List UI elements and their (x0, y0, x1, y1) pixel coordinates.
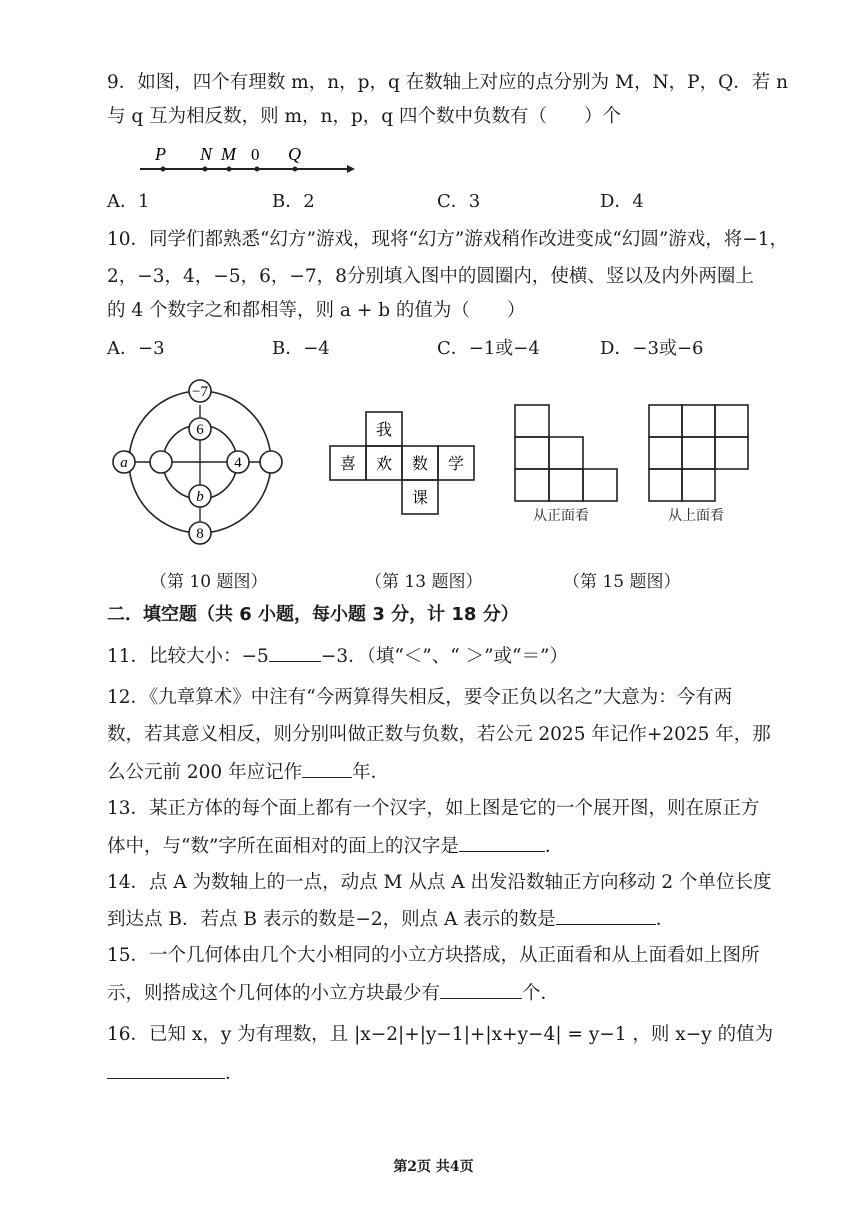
circle-label-bottom: 8 (196, 526, 204, 542)
axis-label-p: P (155, 144, 166, 164)
q15-answer-blank[interactable] (440, 980, 522, 999)
q9-option-b: B．2 (272, 191, 315, 212)
q12-line3-post: 年． (352, 762, 390, 783)
circle-label-b: b (196, 489, 204, 505)
q15-line2-pre: 示，则搭成这个几何体的小立方块最少有 (107, 983, 441, 1004)
net-cell-shu: 数 (411, 454, 429, 473)
q11-pre: 11．比较大小：−5 (107, 646, 269, 667)
q12-line3 (107, 759, 389, 786)
q16-answer-blank[interactable] (107, 1060, 225, 1079)
q12-line3-pre: 么公元前 200 年应记作 (107, 762, 303, 783)
q14-line1: 14．点 A 为数轴上的一点，动点 M 从点 A 出发沿数轴正方向移动 2 个单位长度 (107, 872, 772, 893)
q16-line1: 16．已知 x，y 为有理数，且 |x−2|+|y−1|+|x+y−4| = y−1 ，则 x−y 的值为 (107, 1024, 774, 1045)
circle-label-a: a (120, 455, 128, 471)
net-cell-huan: 欢 (375, 454, 393, 473)
q13-line2-post: ． (544, 836, 564, 857)
q11-answer-blank[interactable] (269, 643, 321, 662)
caption-q13: （第 13 题图） (365, 572, 483, 592)
q10-line2: 2，−3，4，−5，6，−7，8分别填入图中的圆圈内，使横、竖以及内外两圈上 (107, 266, 754, 287)
q10-option-c: C．−1或−4 (437, 338, 540, 359)
caption-q10: （第 10 题图） (150, 572, 268, 592)
q12-line2: 数，若其意义相反，则分别叫做正数与负数，若公元 2025 年记作+2025 年，那 (107, 724, 771, 745)
q13-line1: 13．某正方体的每个面上都有一个汉字，如上图是它的一个展开图，则在原正方 (107, 798, 760, 819)
q10-line3: 的 4 个数字之和都相等，则 a + b 的值为（ ） (107, 300, 526, 321)
page-footer: 第2页 共4页 (393, 1159, 474, 1175)
net-cell-xi: 喜 (339, 454, 357, 473)
q9-option-c: C．3 (437, 191, 481, 212)
q10-line1: 10．同学们都熟悉“幻方”游戏，现将“幻方”游戏稍作改进变成“幻圆”游戏，将−1， (107, 229, 789, 250)
q11 (107, 643, 568, 670)
axis-label-n: N (200, 144, 213, 164)
net-cell-wo: 我 (375, 420, 393, 439)
q10-option-a: A．−3 (107, 338, 165, 359)
q14-answer-blank[interactable] (556, 906, 656, 925)
top-view-label: 从上面看 (668, 508, 724, 524)
front-view-label: 从正面看 (533, 508, 589, 524)
circle-label-inner-right: 4 (234, 455, 242, 471)
q13-answer-blank[interactable] (459, 833, 545, 852)
net-cell-ke: 课 (411, 488, 429, 507)
q16-line2 (107, 1060, 244, 1087)
axis-label-m: M (221, 144, 236, 164)
q12-answer-blank[interactable] (302, 759, 352, 778)
q9-line1: 9．如图，四个有理数 m，n，p，q 在数轴上对应的点分别为 M，N，P，Q．若 n (107, 72, 789, 93)
front-view-figure (513, 403, 619, 503)
q14-line2-post: ． (655, 909, 675, 930)
q14-line2 (107, 906, 674, 933)
q10-option-b: B．−4 (272, 338, 330, 359)
q10-option-d: D．−3或−6 (600, 338, 704, 359)
top-view-figure (647, 403, 751, 503)
q12-line1: 12．《九章算术》中注有“今两算得失相反，要令正负以名之”大意为：今有两 (107, 687, 733, 708)
caption-q15: （第 15 题图） (563, 572, 681, 592)
q15-line2 (107, 980, 559, 1007)
circle-label-top: −7 (192, 384, 208, 400)
axis-label-q: Q (288, 144, 301, 164)
q9-option-a: A．1 (107, 191, 150, 212)
section2-heading: 二．填空题（共 6 小题，每小题 3 分，计 18 分） (107, 604, 519, 625)
q13-line2 (107, 833, 563, 860)
magic-circle-figure (108, 375, 292, 550)
q14-line2-pre: 到达点 B．若点 B 表示的数是−2，则点 A 表示的数是 (107, 909, 556, 930)
q16-line2-post: ． (225, 1063, 244, 1084)
cube-net-figure (328, 410, 478, 520)
q13-line2-pre: 体中，与“数”字所在面相对的面上的汉字是 (107, 836, 459, 857)
q15-line1: 15．一个几何体由几个大小相同的小立方块搭成，从正面看和从上面看如上图所 (107, 945, 760, 966)
net-cell-xue: 学 (447, 454, 465, 473)
q9-option-d: D．4 (600, 191, 644, 212)
axis-label-zero: 0 (251, 145, 260, 164)
q9-line2: 与 q 互为相反数，则 m，n，p，q 四个数中负数有（ ）个 (107, 106, 622, 127)
circle-label-inner-top: 6 (196, 422, 204, 438)
q15-line2-post: 个． (522, 983, 560, 1004)
q11-post: −3．（填“＜”、“ ＞”或“＝”） (320, 646, 568, 667)
q9-number-line (125, 140, 365, 180)
